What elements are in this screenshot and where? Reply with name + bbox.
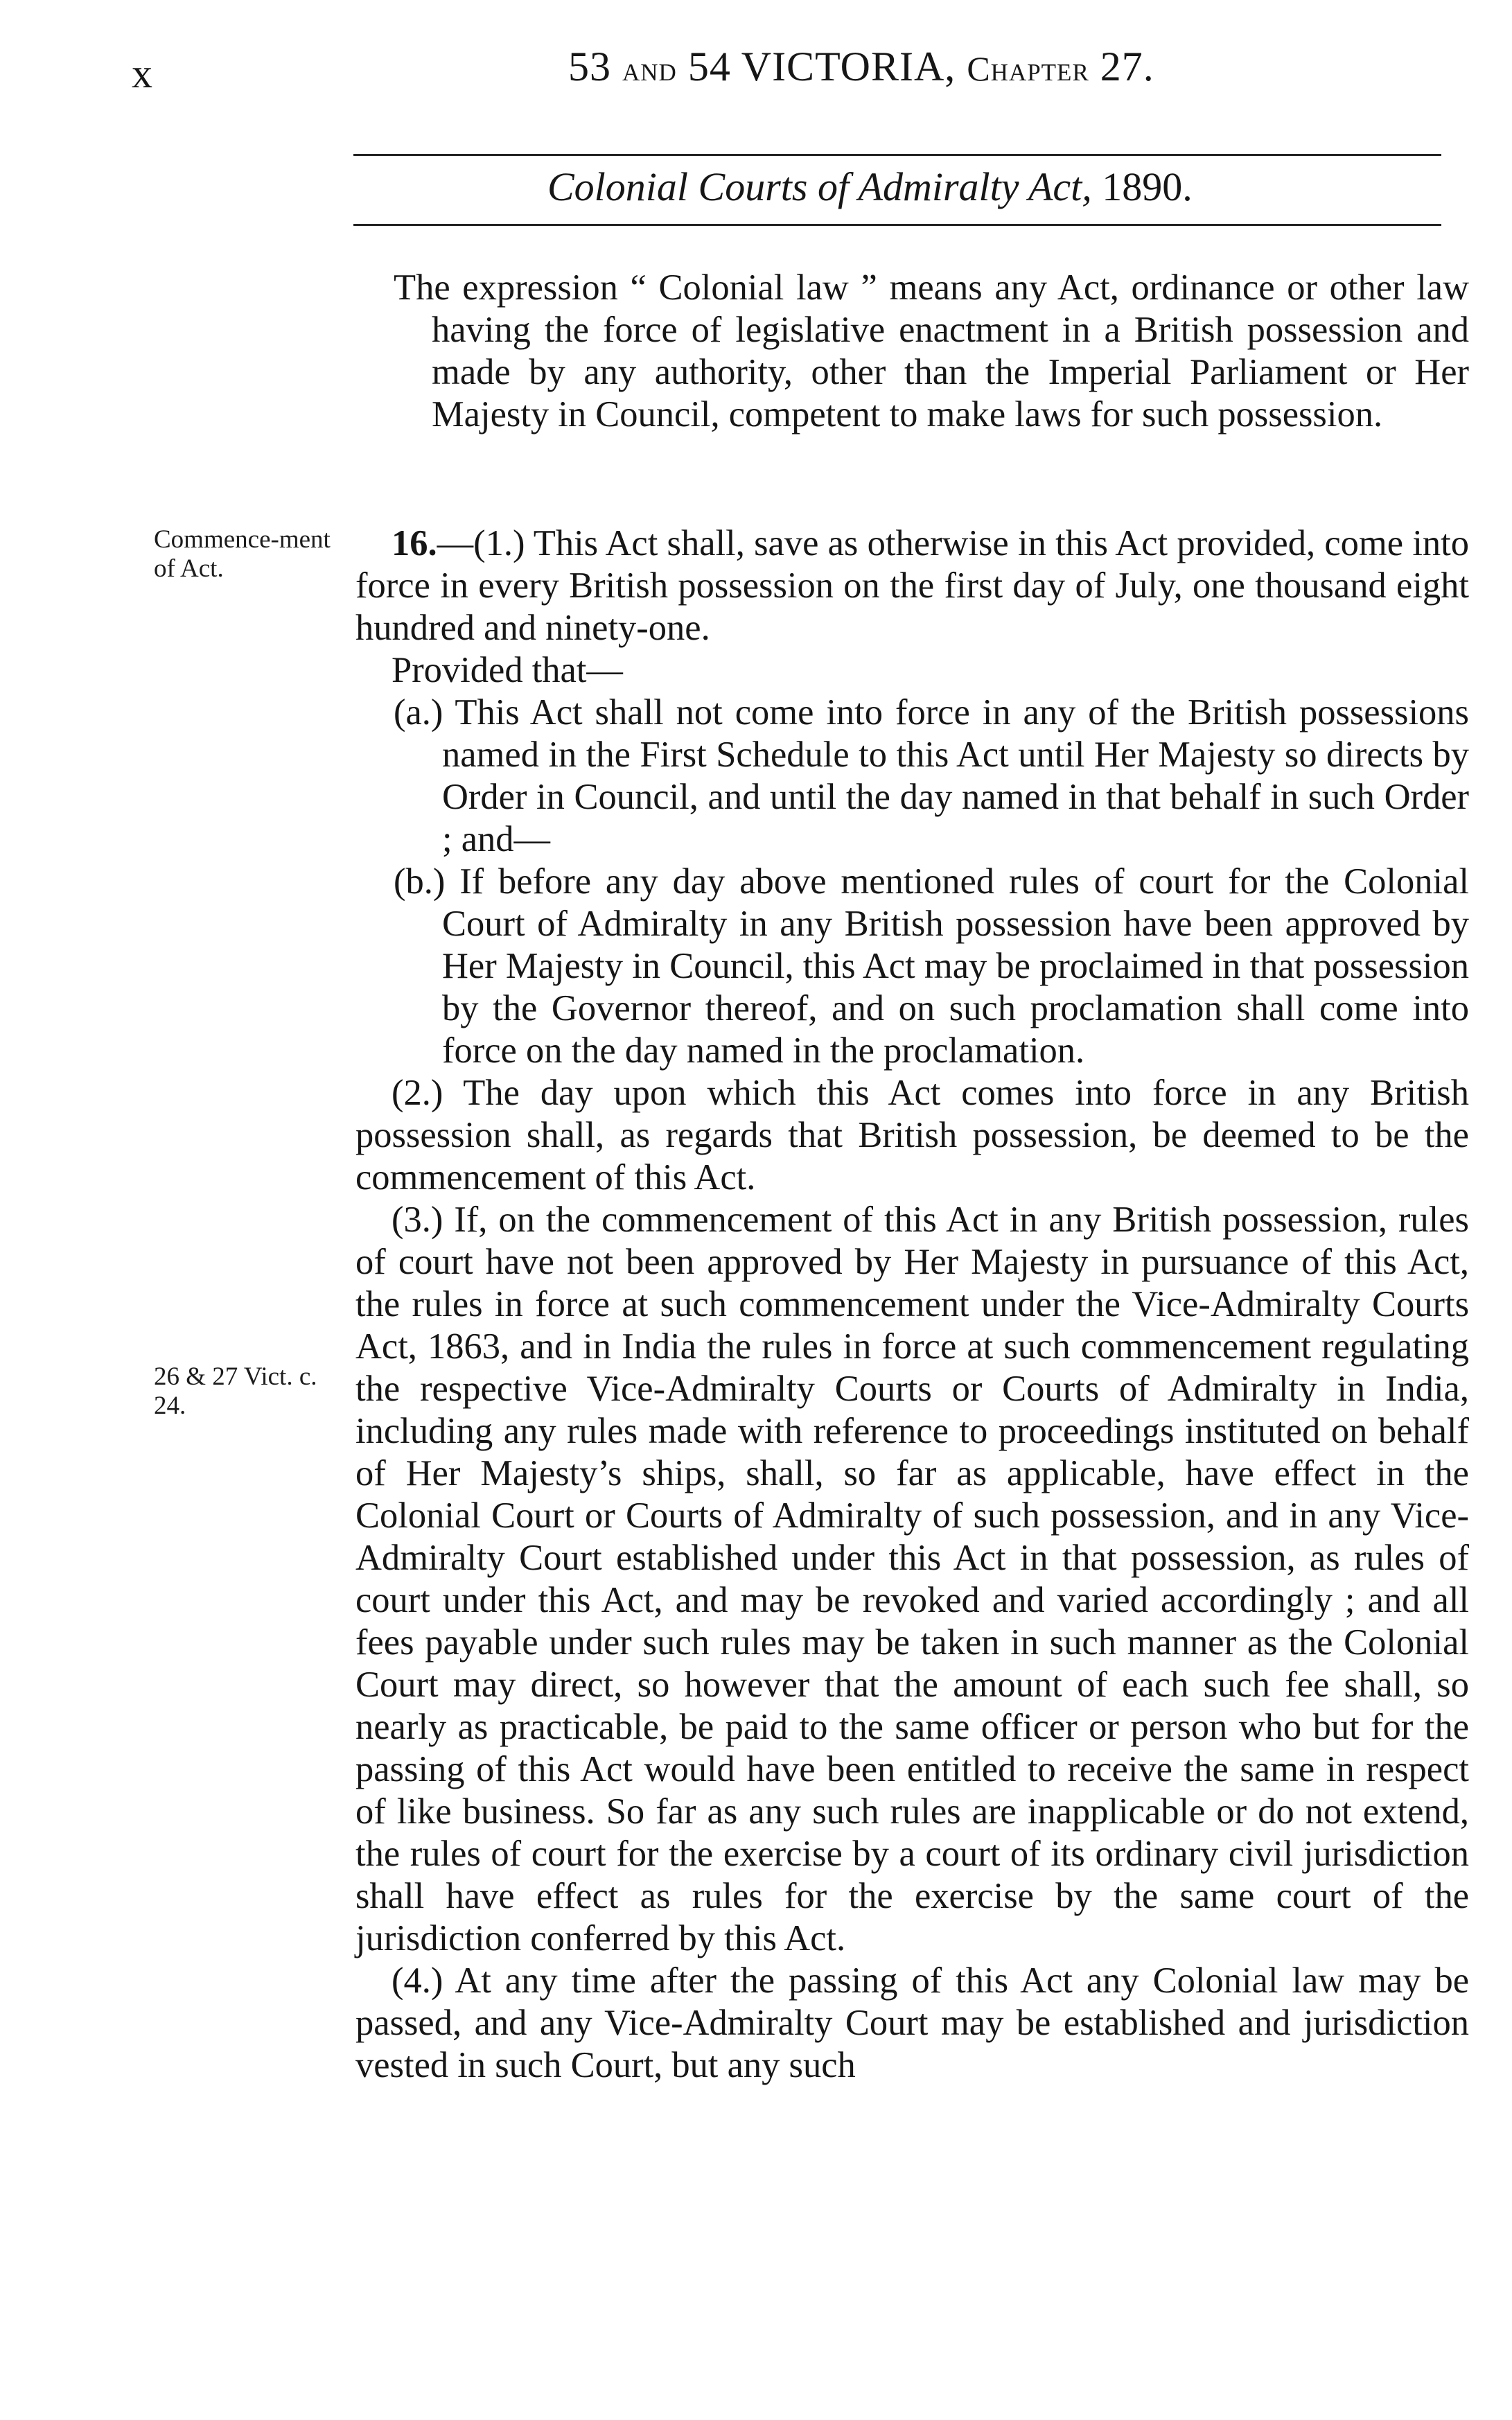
subsection-2: (2.) The day upon which this Act comes into force in any British possession shall, as regards that British possession, be deemed to be the commencement of this Act. [355,1073,1469,1198]
running-head-session: 53 [568,44,622,89]
running-head-reign: 54 VICTORIA, [676,44,967,89]
header-rule-bottom [353,224,1441,226]
running-head-and: and [622,49,677,88]
margin-note-commencement: Commence-ment of Act. [154,525,331,583]
subsection-4: (4.) At any time after the passing of this Act any Colonial law may be passed, and any Vice-Admiralty Court may be established and jurisdiction vested in such Court, but any such [355,1961,1469,2085]
definition-block [355,267,1469,436]
act-subtitle [547,164,1193,210]
header-rule-top [353,154,1441,156]
definition-paragraph: The expression “ Colonial law ” means any Act, ordinance or other law having the force of legislative enactment in a British possession and made by any authority, other than the Imperial Parliament or Her Majesty in Council, competent to make laws for such possession. [394,268,1469,435]
section-16 [355,523,1469,2087]
running-head-chapter-number: 27. [1089,44,1154,89]
act-title: Colonial Courts of Admiralty Act, [547,164,1092,209]
running-head [568,43,1154,91]
subsection-3: (3.) If, on the commencement of this Act in any British possession, rules of court have not been approved by Her Majesty in pursuance of this Act, the rules in force at such commencement under the Vice-Admiralty Courts Act, 1863, and in India the rules in force at such commencement regulating the respective Vice-Admiralty Courts or Courts of Admiralty in India, including any rules made with reference to proceedings instituted on behalf of Her Majesty’s ships, shall, so far as applicable, have effect in the Colonial Court or Courts of Admiralty of such possession, and in any Vice-Admiralty Court established under this Act in that possession, as rules of court under this Act, and may be revoked and varied accordingly ; and all fees payable under such rules may be taken in such manner as the Colonial Court may direct, so however that the amount of each such fee shall, so nearly as practicable, be paid to the same officer or person who but for the passing of this Act would have been entitled to receive the same in respect of like business. So far as any such rules are inapplicable or do not extend, the rules of court for the exercise by a court of its ordinary civil jurisdiction shall have effect as rules for the exercise by the same court of the jurisdiction conferred by this Act. [355,1200,1469,1958]
subsection-1 [355,523,1469,649]
margin-note-statute-reference: 26 & 27 Vict. c. 24. [154,1362,317,1420]
page-number: x [132,51,152,96]
proviso: Provided that— [392,650,623,690]
act-year: 1890. [1091,164,1193,209]
section-number: 16. [392,523,437,563]
page-header [0,43,1512,105]
running-head-chapter-word: Chapter [967,49,1089,88]
paragraph-b: (b.) If before any day above mentioned rules of court for the Colonial Court of Admiralty in any British possession have been approved by Her Majesty in Council, this Act may be proclaimed in that possession by the Governor thereof, and on such proclamation shall come into force on the day named in the proclamation. [394,861,1469,1071]
subsection-1-text: —(1.) This Act shall, save as otherwise in this Act provided, come into force in every British possession on the first day of July, one thousand eight hundred and ninety-one. [355,523,1469,648]
paragraph-a: (a.) This Act shall not come into force in any of the British possessions named in the First Schedule to this Act until Her Majesty so directs by Order in Council, and until the day named in that behalf in such Order ; and— [394,692,1469,859]
